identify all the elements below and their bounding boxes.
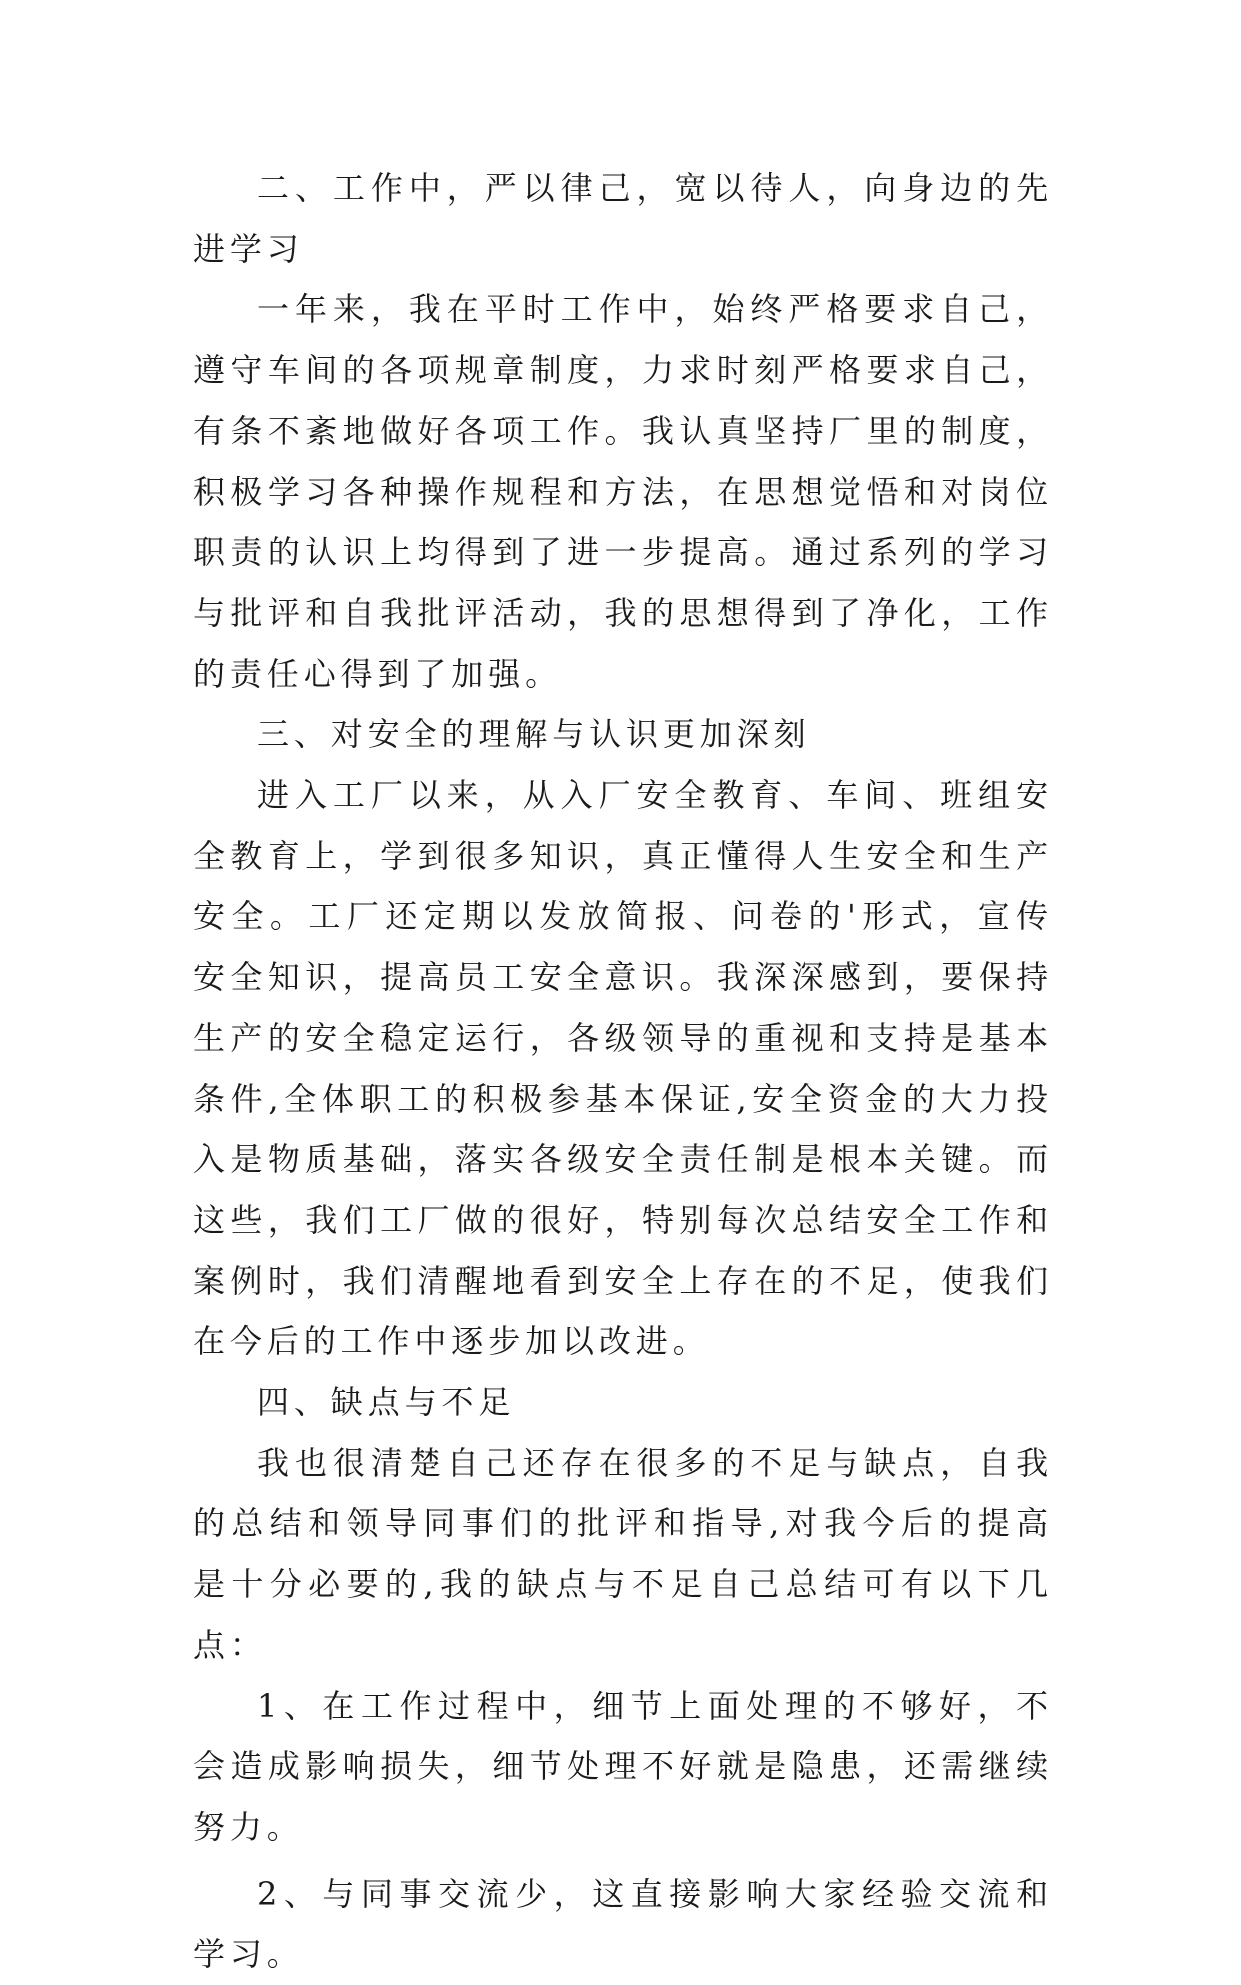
paragraph-safety: 进入工厂以来，从入厂安全教育、车间、班组安全教育上，学到很多知识，真正懂得人生安全和生产安全。工厂还定期以发放简报、问卷的'形式，宣传安全知识，提高员工安全意识。我深深感到，要保持生产的安全稳定运行，各级领导的重视和支持是基本条件,全体职工的积极参基本保证,安全资金的大力投入是物质基础，落实各级安全责任制是根本关键。而这些，我们工厂做的很好，特别每次总结安全工作和案例时，我们清醒地看到安全上存在的不足，使我们在今后的工作中逐步加以改进。	[193, 776, 1053, 1361]
list-item-1: 1、在工作过程中，细节上面处理的不够好，不会造成影响损失，细节处理不好就是隐患，还需继续努力。	[193, 1686, 1053, 1846]
list-item-2: 2、与同事交流少，这直接影响大家经验交流和学习。	[193, 1874, 1053, 1974]
section-heading-2: 二、工作中，严以律己，宽以待人，向身边的先进学习	[193, 169, 1053, 268]
section-heading-3: 三、对安全的理解与认识更加深刻	[257, 715, 811, 754]
section-heading-4: 四、缺点与不足	[257, 1383, 516, 1422]
paragraph-shortcomings: 我也很清楚自己还存在很多的不足与缺点，自我的总结和领导同事们的批评和指导,对我今后的提高是十分必要的,我的缺点与不足自己总结可有以下几点：	[193, 1443, 1053, 1664]
document-page	[193, 158, 1053, 1985]
paragraph-work-discipline: 一年来，我在平时工作中，始终严格要求自己，遵守车间的各项规章制度，力求时刻严格要求自己，有条不紊地做好各项工作。我认真坚持厂里的制度，积极学习各种操作规程和方法，在思想觉悟和对岗位职责的认识上均得到了进一步提高。通过系列的学习与批评和自我批评活动，我的思想得到了净化，工作的责任心得到了加强。	[193, 290, 1053, 693]
